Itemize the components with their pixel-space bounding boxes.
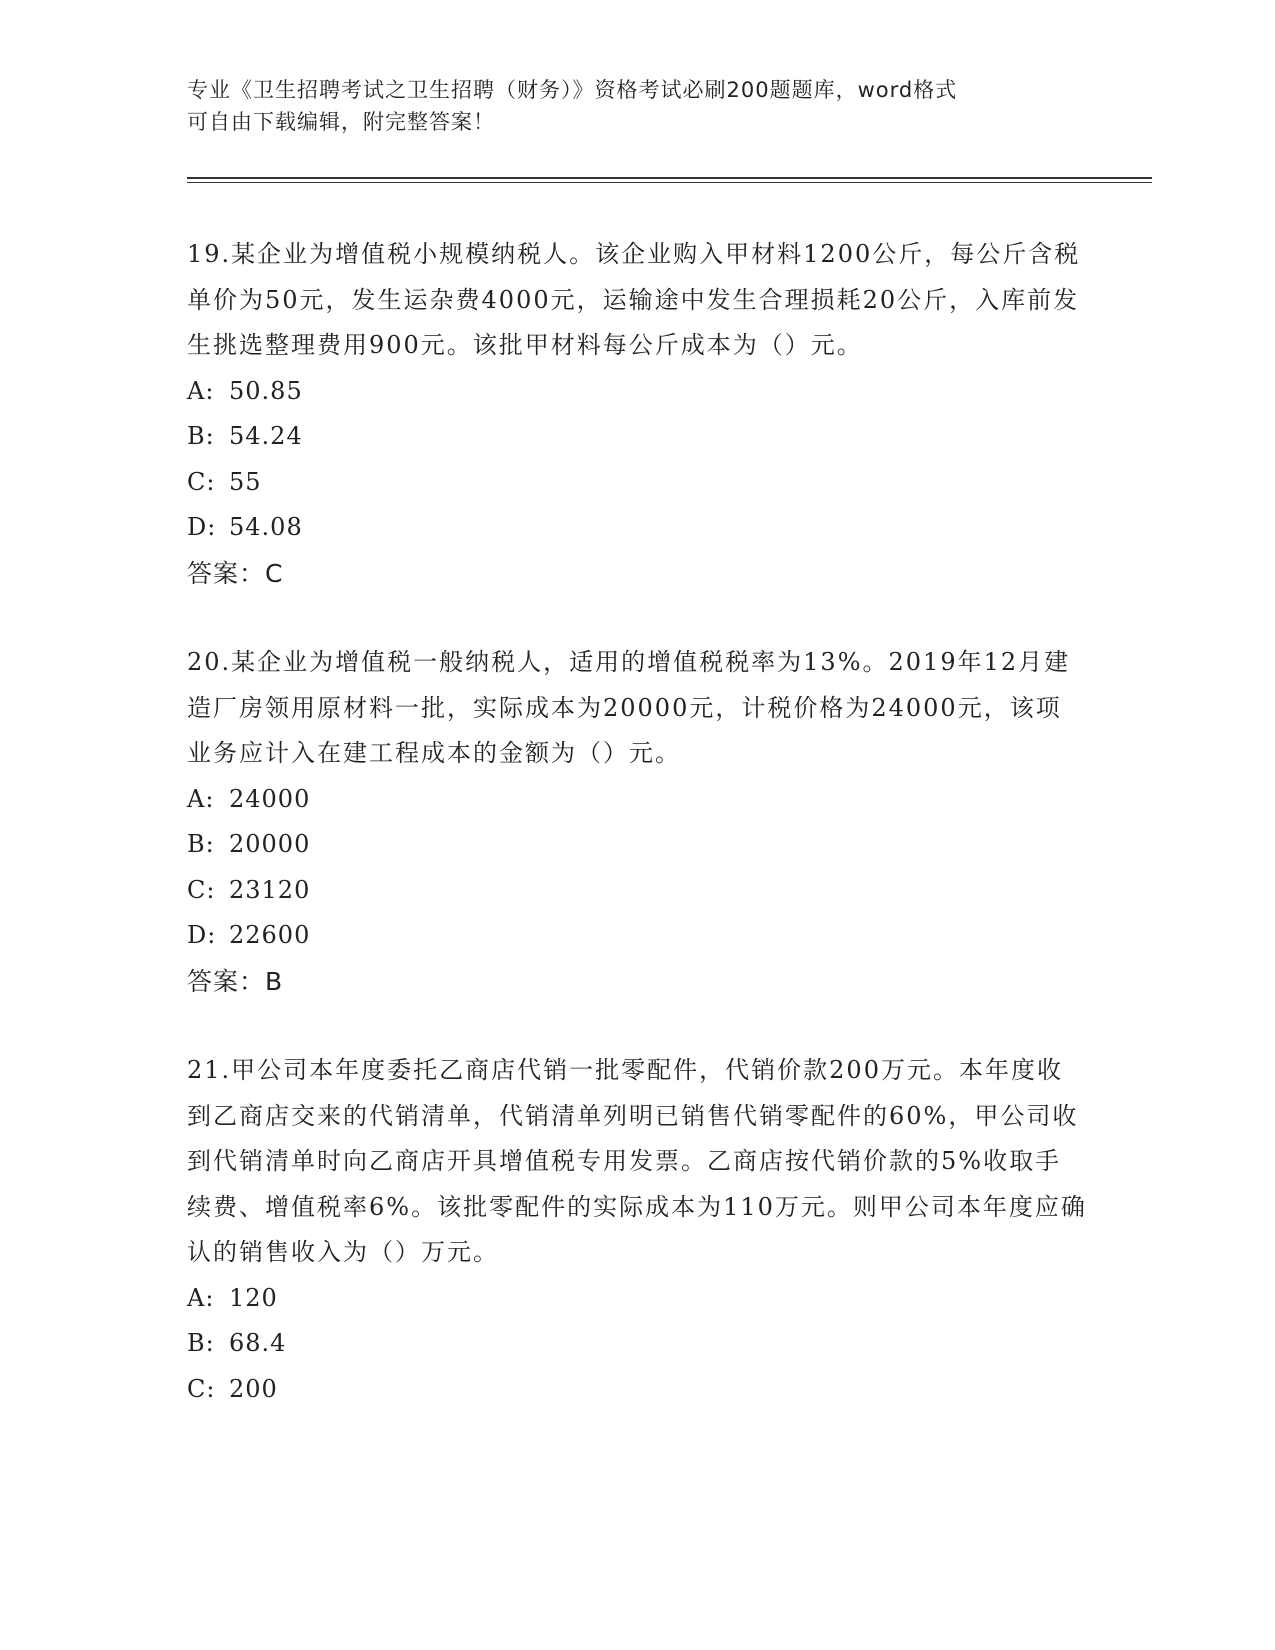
option-label: B: bbox=[187, 1329, 215, 1357]
option-text: 24000 bbox=[229, 784, 311, 813]
option-label: C: bbox=[187, 875, 216, 904]
option-text: 50.85 bbox=[229, 376, 303, 405]
question-21 bbox=[187, 1048, 1087, 1412]
option-label: B: bbox=[187, 830, 215, 858]
option-label: C: bbox=[187, 1374, 216, 1403]
option-c bbox=[187, 868, 1087, 914]
option-label: A: bbox=[187, 1283, 215, 1312]
option-text: 55 bbox=[229, 467, 262, 496]
option-a bbox=[187, 777, 1087, 823]
option-a bbox=[187, 369, 1087, 415]
answer: 答案：C bbox=[187, 558, 284, 588]
option-label: B: bbox=[187, 422, 215, 450]
option-b bbox=[187, 1321, 1087, 1367]
option-b bbox=[187, 414, 1087, 460]
page-header bbox=[187, 74, 1067, 138]
question-19 bbox=[187, 232, 1087, 596]
question-stem: 19.某企业为增值税小规模纳税人。该企业购入甲材料1200公斤，每公斤含税单价为50元，发生运杂费4000元，运输途中发生合理损耗20公斤，入库前发生挑选整理费用900元。该批甲材料每公斤成本为（）元。 bbox=[187, 240, 1081, 359]
option-d bbox=[187, 913, 1087, 959]
option-label: A: bbox=[187, 784, 215, 813]
option-a bbox=[187, 1276, 1087, 1322]
option-text: 20000 bbox=[229, 830, 311, 858]
option-text: 54.08 bbox=[229, 513, 303, 541]
header-divider-thin bbox=[187, 182, 1152, 183]
header-line-2: 可自由下载编辑，附完整答案！ bbox=[187, 110, 495, 134]
option-label: C: bbox=[187, 467, 216, 496]
answer: 答案：B bbox=[187, 966, 284, 996]
option-label: D: bbox=[187, 513, 217, 541]
question-list bbox=[187, 232, 1087, 1456]
option-label: D: bbox=[187, 921, 217, 949]
option-d bbox=[187, 505, 1087, 551]
option-text: 200 bbox=[229, 1374, 278, 1403]
option-text: 68.4 bbox=[229, 1329, 287, 1357]
option-text: 120 bbox=[229, 1283, 278, 1312]
header-line-1: 专业《卫生招聘考试之卫生招聘（财务）》资格考试必刷200题题库，word格式 bbox=[187, 78, 958, 102]
option-label: A: bbox=[187, 376, 215, 405]
option-c bbox=[187, 1367, 1087, 1413]
header-divider-thick bbox=[187, 177, 1152, 179]
option-c bbox=[187, 460, 1087, 506]
option-text: 23120 bbox=[229, 875, 311, 904]
option-text: 22600 bbox=[229, 921, 311, 949]
option-text: 54.24 bbox=[229, 422, 303, 450]
question-20 bbox=[187, 640, 1087, 1004]
option-b bbox=[187, 822, 1087, 868]
question-stem: 21.甲公司本年度委托乙商店代销一批零配件，代销价款200万元。本年度收到乙商店交来的代销清单，代销清单列明已销售代销零配件的60%，甲公司收到代销清单时向乙商店开具增值税专用发票。乙商店按代销价款的5%收取手续费、增值税率6%。该批零配件的实际成本为110万元。则甲公司本年度应确认的销售收入为（）万元。 bbox=[187, 1056, 1087, 1266]
question-stem: 20.某企业为增值税一般纳税人，适用的增值税税率为13%。2019年12月建造厂房领用原材料一批，实际成本为20000元，计税价格为24000元，该项业务应计入在建工程成本的金额为（）元。 bbox=[187, 648, 1071, 767]
